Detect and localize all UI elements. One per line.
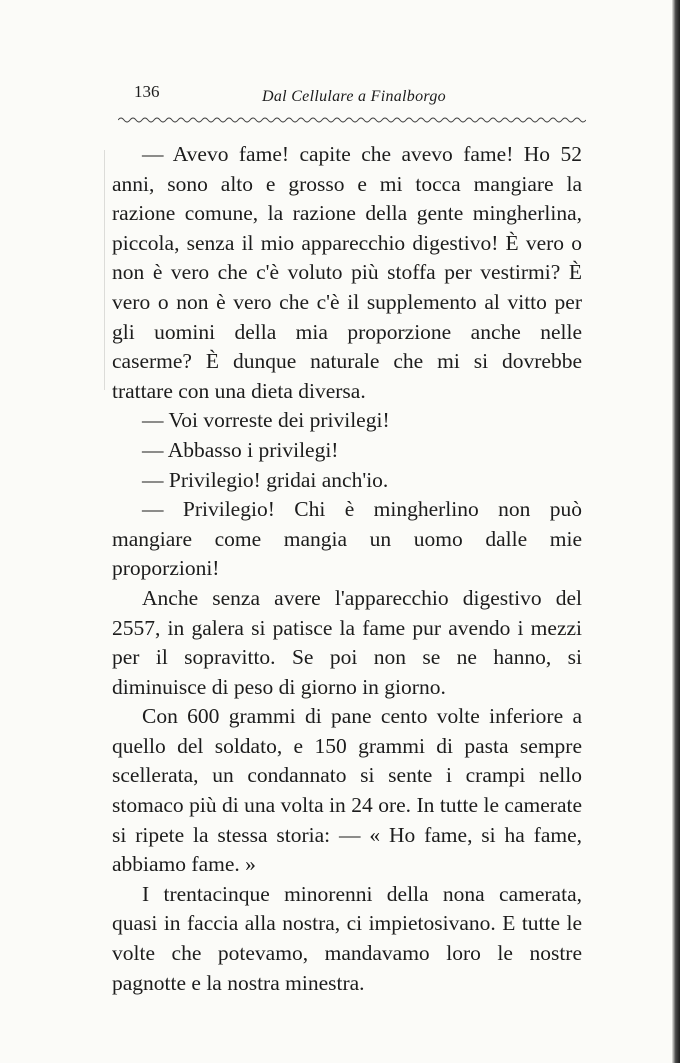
paragraph-3: — Abbasso i privilegi!	[142, 437, 339, 462]
book-spine	[672, 0, 680, 1063]
paragraph-5: — Privilegio! Chi è mingherlino non può mangiare come mangia un uomo dalle mie proporzioni!	[112, 497, 582, 581]
header-wavy-rule	[118, 116, 586, 124]
body-text	[112, 140, 582, 998]
paragraph-2: — Voi vorreste dei privilegi!	[142, 408, 390, 433]
page-header	[134, 82, 564, 112]
running-title: Dal Cellulare a Finalborgo	[262, 88, 446, 105]
paragraph-6: Anche senza avere l'apparecchio digestivo del 2557, in galera si patisce la fame pur avendo i mezzi per il sopravitto. Se poi non se ne hanno, si diminuisce di peso di giorno in giorno.	[112, 585, 582, 699]
paragraph-4: — Privilegio! gridai anch'io.	[142, 467, 389, 492]
margin-mark	[104, 150, 105, 390]
paragraph-8: I trentacinque minorenni della nona camerata, quasi in faccia alla nostra, ci impietosivano. E tutte le volte che potevamo, mandavamo loro le nostre pagnotte e la nostra minestra.	[112, 881, 582, 995]
page-number: 136	[134, 82, 160, 101]
paragraph-7: Con 600 grammi di pane cento volte inferiore a quello del soldato, e 150 grammi di pasta sempre scellerata, un condannato si sente i crampi nello stomaco più di una volta in 24 ore. In tutte le camerate si ripete la stessa storia: — « Ho fame, si ha fame, abbiamo fame. »	[112, 704, 582, 877]
paragraph-1: — Avevo fame! capite che avevo fame! Ho 52 anni, sono alto e grosso e mi tocca mangiare la razione comune, la razione della gente mingherlina, piccola, senza il mio apparecchio digestivo! È vero o non è vero che c'è voluto più stoffa per vestirmi? È vero o non è vero che c'è il supplemento al vitto per gli uomini della mia proporzione anche nelle caserme? È dunque naturale che mi si dovrebbe trattare con una dieta diversa.	[112, 142, 582, 403]
